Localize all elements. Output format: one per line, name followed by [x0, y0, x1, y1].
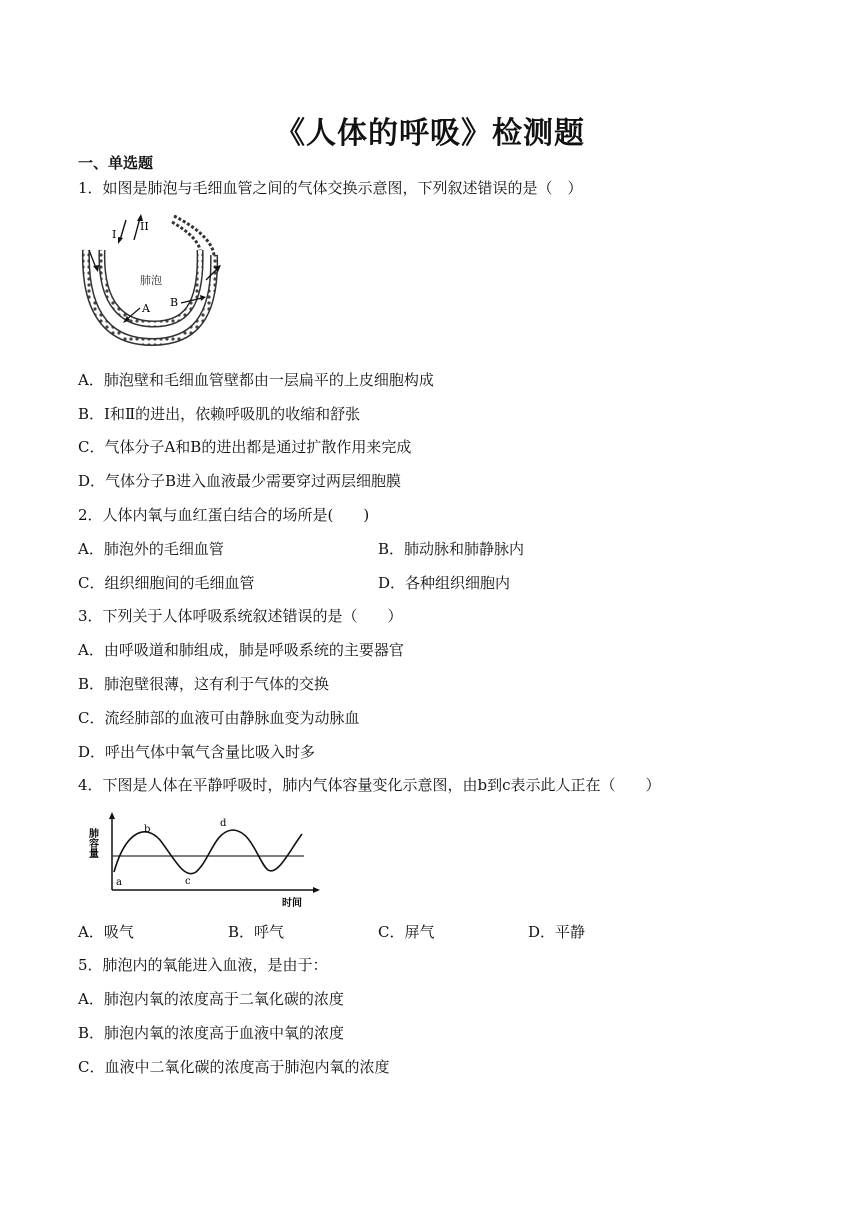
question-5-stem: 5．肺泡内的氧能进入血液，是由于：: [78, 956, 328, 974]
point-d-label: d: [220, 818, 227, 829]
alveolus-gas-exchange-figure: [74, 210, 224, 350]
point-a-label: a: [116, 877, 122, 888]
q2-option-b: B．肺动脉和肺静脉内: [378, 540, 525, 558]
label-II: II: [140, 220, 149, 233]
q1-option-d: D．气体分子B进入血液最少需要穿过两层细胞膜: [78, 472, 402, 490]
label-B: B: [170, 296, 179, 309]
question-3-stem: 3．下列关于人体呼吸系统叙述错误的是（ ）: [78, 607, 403, 625]
q5-option-c: C．血液中二氧化碳的浓度高于肺泡内氧的浓度: [78, 1058, 390, 1076]
label-I: I: [112, 228, 117, 241]
q4-option-c: C．屏气: [378, 923, 435, 941]
q5-option-b: B．肺泡内氧的浓度高于血液中氧的浓度: [78, 1024, 345, 1042]
q3-option-b: B．肺泡壁很薄，这有利于气体的交换: [78, 675, 330, 693]
q5-option-a: A．肺泡内氧的浓度高于二氧化碳的浓度: [78, 990, 344, 1008]
page-title: 《人体的呼吸》检测题: [275, 116, 585, 151]
label-alveolus: 肺泡: [140, 274, 162, 287]
point-b-label: b: [144, 824, 151, 835]
q2-option-d: D．各种组织细胞内: [378, 574, 511, 592]
question-4-stem: 4．下图是人体在平静呼吸时，肺内气体容量变化示意图，由b到c表示此人正在（ ）: [78, 776, 661, 794]
q4-option-d: D．平静: [528, 923, 586, 941]
label-A: A: [142, 302, 150, 315]
q1-option-b: B．Ⅰ和Ⅱ的进出，依赖呼吸肌的收缩和舒张: [78, 405, 361, 423]
y-axis-label: 肺容量: [86, 828, 98, 858]
question-2-stem: 2．人体内氧与血红蛋白结合的场所是( ): [78, 506, 370, 524]
q1-option-c: C．气体分子A和B的进出都是通过扩散作用来完成: [78, 438, 412, 456]
lung-volume-figure: [86, 810, 322, 910]
q3-option-c: C．流经肺部的血液可由静脉血变为动脉血: [78, 709, 360, 727]
question-1-stem: 1．如图是肺泡与毛细血管之间的气体交换示意图，下列叙述错误的是（ ）: [78, 179, 583, 197]
q4-option-a: A．吸气: [78, 923, 134, 941]
q3-option-d: D．呼出气体中氧气含量比吸入时多: [78, 743, 316, 761]
point-c-label: c: [185, 876, 191, 887]
x-axis-label: 时间: [282, 898, 302, 909]
q2-option-c: C．组织细胞间的毛细血管: [78, 574, 255, 592]
q2-option-a: A．肺泡外的毛细血管: [78, 540, 224, 558]
q1-option-a: A．肺泡壁和毛细血管壁都由一层扁平的上皮细胞构成: [78, 371, 434, 389]
section-heading: 一、单选题: [78, 154, 154, 172]
q4-option-b: B．呼气: [228, 923, 285, 941]
q3-option-a: A．由呼吸道和肺组成，肺是呼吸系统的主要器官: [78, 641, 404, 659]
